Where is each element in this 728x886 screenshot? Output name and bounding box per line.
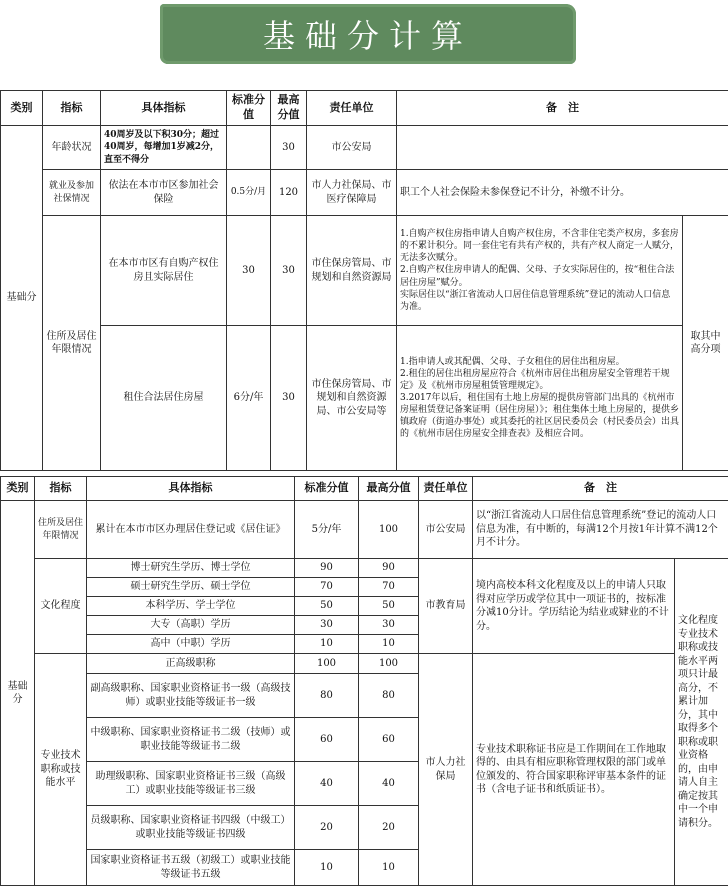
- std-cell: 40: [295, 762, 359, 806]
- header-max: 最高分值: [359, 477, 419, 501]
- max-cell: 50: [359, 597, 419, 616]
- std-cell: 10: [295, 850, 359, 886]
- spec-cell: 租住合法居住房屋: [101, 326, 227, 471]
- max-cell: 60: [359, 718, 419, 762]
- note-cell: [397, 326, 683, 471]
- note-cell: 专业技术职称证书应是工作期间在工作地取得的、由具有相应职称管理权限的部门或单位颁发的、符合国家职称评审基本条件的证书（含电子证书和纸质证书）。: [473, 654, 675, 886]
- header-max: 最高分值: [271, 91, 307, 126]
- category-cell: 基础分: [1, 126, 43, 471]
- header-note: 备 注: [473, 477, 728, 501]
- category-cell: 基础分: [1, 501, 35, 886]
- spec-cell: 硕士研究生学历、硕士学位: [87, 578, 295, 597]
- max-cell: 30: [359, 616, 419, 635]
- note-cell: [397, 126, 728, 170]
- spec-cell: 副高级职称、国家职业资格证书一级（高级技师）或职业技能等级证书一级: [87, 674, 295, 718]
- indicator-cell: 文化程度: [35, 559, 87, 654]
- note-line: 2.自购产权住房申请人的配偶、父母、子女实际居住的，按“租住合法居住房屋”赋分。: [400, 264, 679, 288]
- std-cell: 5分/年: [295, 501, 359, 559]
- table-top: [0, 90, 728, 471]
- indicator-cell: 住所及居住年限情况: [35, 501, 87, 559]
- spec-cell: 正高级职称: [87, 654, 295, 674]
- table-row: [1, 326, 728, 471]
- spec-cell: 博士研究生学历、博士学位: [87, 559, 295, 578]
- max-cell: 100: [359, 654, 419, 674]
- std-cell: 20: [295, 806, 359, 850]
- table-row: [1, 216, 728, 326]
- std-cell: 0.5分/月: [227, 170, 271, 216]
- header-indicator: 指标: [43, 91, 101, 126]
- max-cell: 80: [359, 674, 419, 718]
- header-spec: 具体指标: [101, 91, 227, 126]
- max-cell: 90: [359, 559, 419, 578]
- spec-cell: 中级职称、国家职业资格证书二级（技师）或职业技能等级证书二级: [87, 718, 295, 762]
- note-line: 实际居住以“浙江省流动人口居住信息管理系统”登记的流动人口信息为准。: [400, 289, 679, 313]
- max-cell: 30: [271, 326, 307, 471]
- std-cell: 100: [295, 654, 359, 674]
- std-cell: 60: [295, 718, 359, 762]
- table-row: [1, 559, 728, 578]
- note-cell: 职工个人社会保险未参保登记不计分，补缴不计分。: [397, 170, 728, 216]
- unit-cell: 市公安局: [419, 501, 473, 559]
- std-cell: 80: [295, 674, 359, 718]
- unit-cell: 市住保房管局、市规划和自然资源局: [307, 216, 397, 326]
- extra-note-cell: 取其中高分项: [683, 216, 728, 471]
- max-cell: 40: [359, 762, 419, 806]
- std-cell: 70: [295, 578, 359, 597]
- unit-cell: 市住保房管局、市规划和自然资源局、市公安局等: [307, 326, 397, 471]
- spec-cell: 高中（中职）学历: [87, 635, 295, 654]
- table-row: [1, 170, 728, 216]
- spec-cell: 大专（高职）学历: [87, 616, 295, 635]
- unit-cell: 市人力社保局: [419, 654, 473, 886]
- table-row: [1, 654, 728, 674]
- max-cell: 10: [359, 635, 419, 654]
- max-cell: 30: [271, 126, 307, 170]
- note-line: 3.2017年以后，租住国有土地上房屋的提供房管部门出具的《杭州市房屋租赁登记备案证明（居住房屋）》；租住集体土地上房屋的，提供乡镇政府（街道办事处）或其委托的社区居民委员会（村民委员会）出具的《杭州市居住房屋安全排查表》及相应合同。: [400, 392, 679, 441]
- header-unit: 责任单位: [307, 91, 397, 126]
- unit-cell: 市人力社保局、市医疗保障局: [307, 170, 397, 216]
- page-title: 基础分计算: [263, 11, 473, 57]
- unit-cell: 市教育局: [419, 559, 473, 654]
- spec-cell: 本科学历、学士学位: [87, 597, 295, 616]
- spec-cell: 员级职称、国家职业资格证书四级（中级工）或职业技能等级证书四级: [87, 806, 295, 850]
- note-line: 2.租住的居住出租房屋应符合《杭州市居住出租房屋安全管理若干规定》及《杭州市房屋租赁管理规定》。: [400, 368, 679, 392]
- spec-cell: 在本市市区有自购产权住房且实际居住: [101, 216, 227, 326]
- header-std: 标准分值: [295, 477, 359, 501]
- combined-note-cell: 文化程度专业技术职称或技能水平两项只计最高分，不累计加分，其中取得多个职称或职业资格的，由申请人自主确定按其中一个申请积分。: [675, 559, 728, 886]
- indicator-cell: 住所及居住年限情况: [43, 216, 101, 471]
- std-cell: 90: [295, 559, 359, 578]
- header-category: 类别: [1, 477, 35, 501]
- std-cell: 10: [295, 635, 359, 654]
- table-header-row: [1, 477, 728, 501]
- spec-cell: 累计在本市市区办理居住登记或《居住证》: [87, 501, 295, 559]
- table-header-row: [1, 91, 728, 126]
- spec-cell: 依法在本市市区参加社会保险: [101, 170, 227, 216]
- header-spec: 具体指标: [87, 477, 295, 501]
- note-cell: [397, 216, 683, 326]
- header-unit: 责任单位: [419, 477, 473, 501]
- unit-cell: 市公安局: [307, 126, 397, 170]
- table-bottom: [0, 476, 728, 886]
- indicator-cell: 专业技术职称或技能水平: [35, 654, 87, 886]
- std-cell: 6分/年: [227, 326, 271, 471]
- std-cell: [227, 126, 271, 170]
- note-line: 1.自购产权住房指申请人自购产权住房，不含非住宅类产权房，多套房的不累计积分。同一套住宅有共有产权的，共有产权人商定一人赋分，无法多次赋分。: [400, 228, 679, 264]
- title-banner: [160, 4, 576, 64]
- max-cell: 30: [271, 216, 307, 326]
- max-cell: 120: [271, 170, 307, 216]
- indicator-cell: 就业及参加社保情况: [43, 170, 101, 216]
- max-cell: 100: [359, 501, 419, 559]
- header-indicator: 指标: [35, 477, 87, 501]
- spec-cell: 助理级职称、国家职业资格证书三级（高级工）或职业技能等级证书三级: [87, 762, 295, 806]
- note-cell: 以“浙江省流动人口居住信息管理系统”登记的流动人口信息为准，有中断的，每满12个月按1年计算不满12个月不计分。: [473, 501, 728, 559]
- max-cell: 10: [359, 850, 419, 886]
- indicator-cell: 年龄状况: [43, 126, 101, 170]
- table-row: [1, 126, 728, 170]
- std-cell: 50: [295, 597, 359, 616]
- max-cell: 70: [359, 578, 419, 597]
- note-cell: 境内高校本科文化程度及以上的申请人只取得对应学历或学位其中一项证书的，按标准分减10分计。学历结论为结业或肄业的不计分。: [473, 559, 675, 654]
- spec-cell: 40周岁及以下积30分；超过40周岁，每增加1岁减2分，直至不得分: [101, 126, 227, 170]
- std-cell: 30: [227, 216, 271, 326]
- std-cell: 30: [295, 616, 359, 635]
- spec-cell: 国家职业资格证书五级（初级工）或职业技能等级证书五级: [87, 850, 295, 886]
- header-category: 类别: [1, 91, 43, 126]
- table-row: [1, 501, 728, 559]
- note-line: 1.指申请人或其配偶、父母、子女租住的居住出租房屋。: [400, 356, 679, 368]
- header-std: 标准分值: [227, 91, 271, 126]
- header-note: 备 注: [397, 91, 728, 126]
- max-cell: 20: [359, 806, 419, 850]
